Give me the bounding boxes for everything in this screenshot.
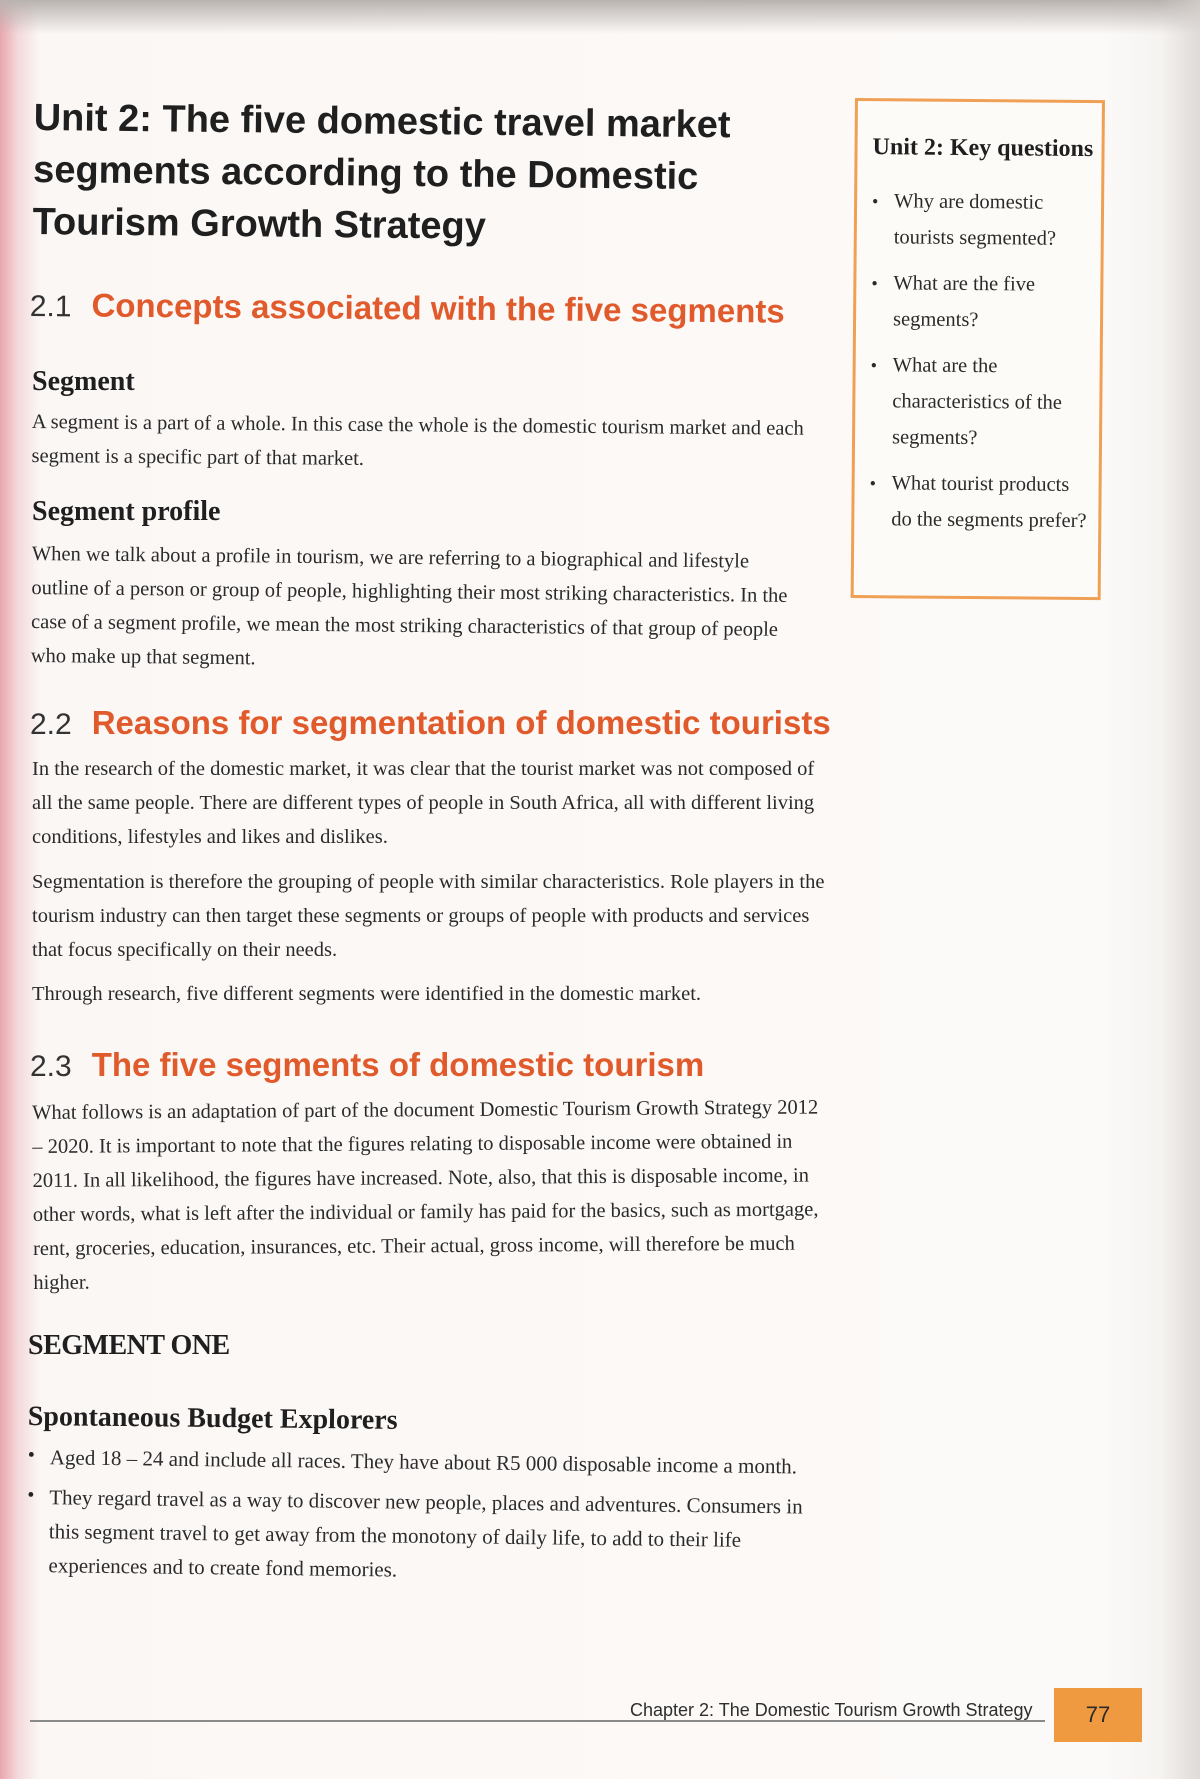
top-shadow: [0, 0, 1200, 34]
list-item: • They regard travel as a way to discover new people, places and adventures. Consumers in this segment travel to get away from the monotony of daily life, to add to their life experiences and to create fond memories.: [26, 1480, 827, 1592]
key-questions-list: [854, 183, 1101, 539]
reasons-para-1: In the research of the domestic market, it was clear that the tourist market was not composed of all the same people. There are different types of people in South Africa, all with different living conditions, lifestyles and likes and dislikes.: [32, 758, 815, 848]
list-item: • Why are domestic tourists segmented?: [872, 183, 1092, 257]
list-item: • What are the five segments?: [871, 265, 1091, 339]
section-number: 2.1: [29, 289, 72, 324]
section-2-1-heading: [30, 285, 785, 334]
unit-title: Unit 2: The five domestic travel market segments according to the Domestic Tourism Growth Strategy: [32, 96, 731, 248]
key-questions-title: Unit 2: Key questions: [872, 134, 1094, 163]
section-2-3-heading: [30, 1045, 704, 1087]
section-title: Reasons for segmentation of domestic tourists: [91, 704, 831, 741]
segment-one-label: SEGMENT ONE: [28, 1330, 230, 1361]
segment-profile-definition: When we talk about a profile in tourism, we are referring to a biographical and lifestyle outline of a person or group of people, highlighting their most striking characteristics. In the case of a segment profile, we mean the most striking characteristics of that group of people who make up that segment.: [30, 542, 788, 670]
segment-one-bullets: [26, 1440, 828, 1598]
section-title: The five segments of domestic tourism: [91, 1046, 705, 1083]
reasons-para-2: Segmentation is therefore the grouping of people with similar characteristics. Role players in the tourism industry can then target these segments or groups of people with products and services that focus specifically on their needs.: [32, 871, 825, 961]
reasons-para-3: Through research, five different segments were identified in the domestic market.: [32, 983, 702, 1005]
segment-heading: Segment: [32, 366, 135, 397]
footer-chapter-title: Chapter 2: The Domestic Tourism Growth Strategy: [630, 1700, 1033, 1720]
segments-intro-para: What follows is an adaptation of part of the document Domestic Tourism Growth Strategy 2012 – 2020. It is important to note that the figures relating to disposable income were obtained in 2011. In all likelihood, the figures have increased. Note, also, that this is disposable income, in other words, what is left after the individual or family has paid for the basics, such as mortgage, rent, groceries, education, insurances, etc. Their actual, gross income, will therefore be much higher.: [32, 1096, 819, 1294]
section-2-2-heading: [30, 703, 831, 745]
section-title: Concepts associated with the five segments: [91, 286, 785, 330]
page-number: 77: [1054, 1688, 1142, 1742]
key-questions-box: [851, 98, 1105, 600]
list-item: • Aged 18 – 24 and include all races. They have about R5 000 disposable income a month.: [28, 1440, 828, 1484]
segment-definition: A segment is a part of a whole. In this case the whole is the domestic tourism market and each segment is a specific part of that market.: [31, 410, 804, 470]
segment-profile-heading: Segment profile: [32, 496, 221, 527]
list-item: • What are the characteristics of the segments?: [870, 347, 1090, 457]
section-number: 2.2: [30, 708, 72, 741]
page-edge-shadow: [1160, 0, 1200, 1779]
list-item: • What tourist products do the segments prefer?: [869, 465, 1089, 539]
section-number: 2.3: [30, 1050, 72, 1083]
segment-one-name: Spontaneous Budget Explorers: [27, 1401, 398, 1436]
